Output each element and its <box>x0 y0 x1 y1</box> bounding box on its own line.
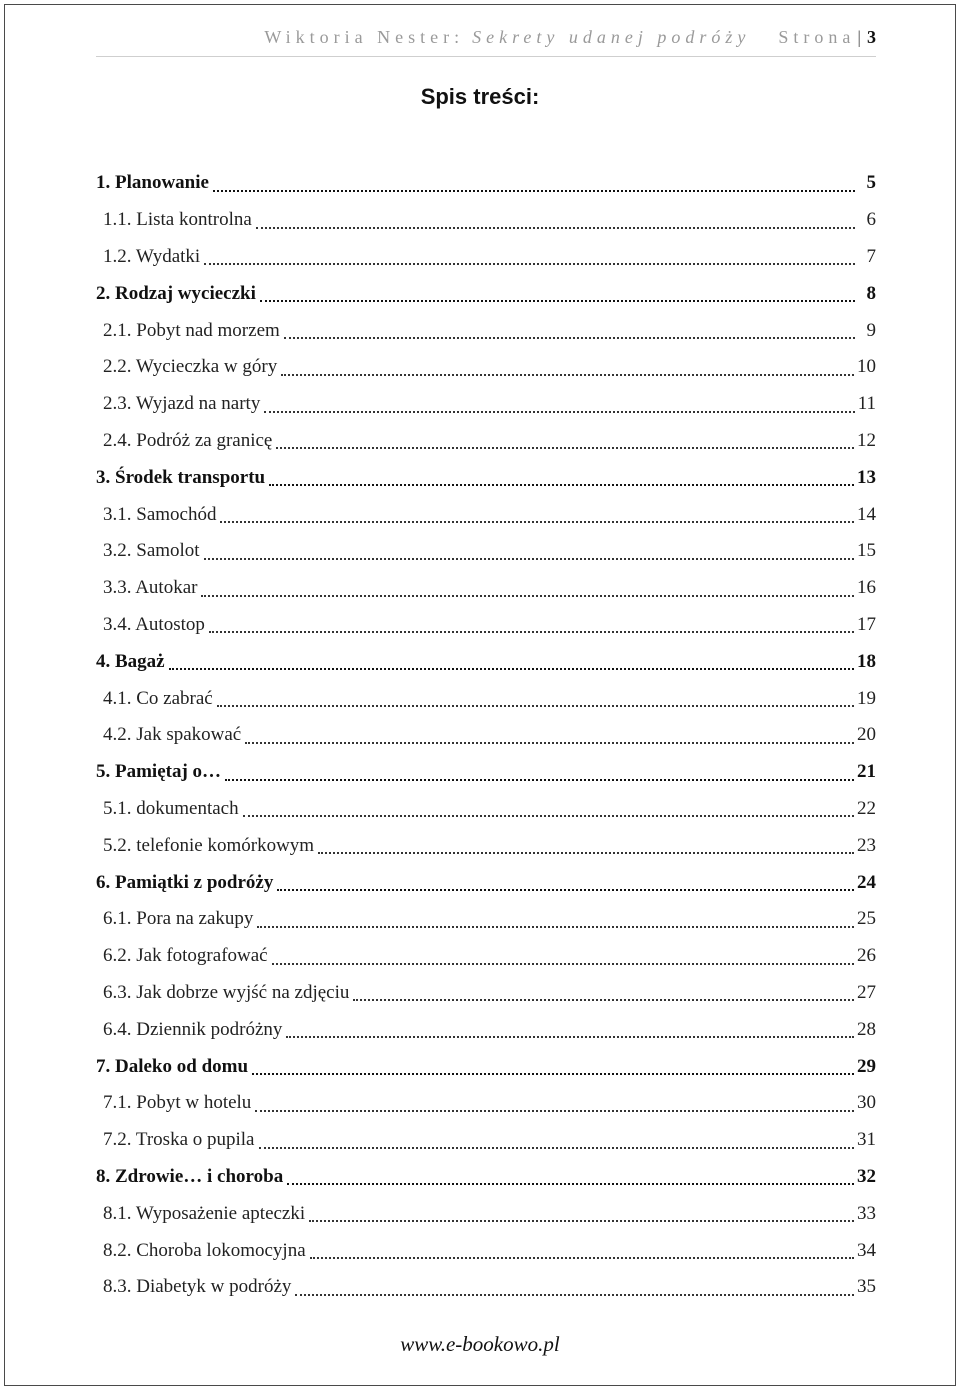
dot-leader <box>287 1183 854 1185</box>
dot-leader <box>257 926 854 928</box>
toc-entry-page-number: 5 <box>866 172 876 194</box>
toc-section-entry[interactable] <box>96 680 876 717</box>
toc-entry-label: 5.2. telefonie komórkowym <box>103 834 315 856</box>
toc-section-entry[interactable] <box>96 239 876 276</box>
toc-entry-label: 2.4. Podróż za granicę <box>103 429 273 451</box>
toc-chapter-entry[interactable] <box>96 275 876 312</box>
toc-entry-page-number: 23 <box>857 834 876 856</box>
dot-leader <box>318 852 854 854</box>
toc-section-entry[interactable] <box>96 1269 876 1306</box>
toc-chapter-entry[interactable] <box>96 1048 876 1085</box>
toc-entry-page-number: 6 <box>866 209 876 231</box>
toc-entry-page-number: 34 <box>857 1239 876 1261</box>
toc-entry-label: 4.2. Jak spakować <box>103 724 242 746</box>
header-book-title: Sekrety udanej podróży <box>472 26 751 47</box>
toc-section-entry[interactable] <box>96 1085 876 1122</box>
toc-entry-page-number: 14 <box>857 503 876 525</box>
dot-leader <box>252 1073 854 1075</box>
dot-leader <box>259 1147 855 1149</box>
toc-section-entry[interactable] <box>96 717 876 754</box>
toc-entry-label: 3.4. Autostop <box>103 613 205 635</box>
toc-section-entry[interactable] <box>96 901 876 938</box>
toc-section-entry[interactable] <box>96 975 876 1012</box>
toc-entry-page-number: 12 <box>857 429 876 451</box>
toc-entry-label: 4. Bagaż <box>96 650 165 672</box>
dot-leader <box>204 263 855 265</box>
toc-entry-label: 5. Pamiętaj o… <box>96 761 222 783</box>
toc-entry-page-number: 27 <box>857 981 876 1003</box>
running-header <box>96 18 876 57</box>
toc-section-entry[interactable] <box>96 827 876 864</box>
toc-chapter-entry[interactable] <box>96 459 876 496</box>
toc-section-entry[interactable] <box>96 496 876 533</box>
dot-leader <box>276 447 854 449</box>
toc-section-entry[interactable] <box>96 607 876 644</box>
toc-chapter-entry[interactable] <box>96 754 876 791</box>
toc-entry-page-number: 21 <box>857 761 876 783</box>
dot-leader <box>264 411 854 413</box>
toc-entry-page-number: 15 <box>857 540 876 562</box>
toc-entry-label: 2. Rodzaj wycieczki <box>96 282 256 304</box>
toc-entry-page-number: 16 <box>857 577 876 599</box>
header-author: Wiktoria Nester: <box>264 26 465 47</box>
toc-section-entry[interactable] <box>96 1195 876 1232</box>
toc-chapter-entry[interactable] <box>96 1159 876 1196</box>
toc-entry-label: 7.1. Pobyt w hotelu <box>103 1092 252 1114</box>
toc-section-entry[interactable] <box>96 423 876 460</box>
toc-section-entry[interactable] <box>96 1011 876 1048</box>
dot-leader <box>260 300 855 302</box>
toc-entry-label: 8.3. Diabetyk w podróży <box>103 1276 292 1298</box>
toc-entry-label: 1. Planowanie <box>96 172 209 194</box>
header-page-label: Strona <box>778 26 856 47</box>
toc-entry-page-number: 25 <box>857 908 876 930</box>
toc-entry-label: 8.2. Choroba lokomocyjna <box>103 1239 306 1261</box>
toc-entry-label: 8. Zdrowie… i choroba <box>96 1165 284 1187</box>
toc-entry-label: 6.3. Jak dobrze wyjść na zdjęciu <box>103 981 350 1003</box>
dot-leader <box>286 1036 854 1038</box>
toc-entry-label: 3.2. Samolot <box>103 540 200 562</box>
dot-leader <box>213 190 855 192</box>
footer-url[interactable]: www.e-bookowo.pl <box>400 1332 560 1356</box>
toc-entry-page-number: 32 <box>857 1165 876 1187</box>
toc-section-entry[interactable] <box>96 1122 876 1159</box>
toc-entry-page-number: 24 <box>857 871 876 893</box>
toc-section-entry[interactable] <box>96 791 876 828</box>
toc-entry-label: 3. Środek transportu <box>96 466 266 488</box>
dot-leader <box>220 521 854 523</box>
toc-entry-label: 2.2. Wycieczka w góry <box>103 356 278 378</box>
toc-section-entry[interactable] <box>96 533 876 570</box>
table-of-contents <box>96 165 876 1306</box>
toc-section-entry[interactable] <box>96 312 876 349</box>
dot-leader <box>209 631 854 633</box>
dot-leader <box>245 742 854 744</box>
dot-leader <box>309 1220 854 1222</box>
dot-leader <box>277 889 854 891</box>
toc-entry-page-number: 13 <box>857 466 876 488</box>
toc-entry-label: 1.1. Lista kontrolna <box>103 209 252 231</box>
toc-entry-page-number: 8 <box>866 282 876 304</box>
toc-title: Spis treści: <box>420 84 540 109</box>
toc-entry-page-number: 9 <box>866 319 876 341</box>
header-page-number: 3 <box>867 26 876 47</box>
dot-leader <box>272 963 854 965</box>
toc-entry-page-number: 20 <box>857 724 876 746</box>
toc-entry-page-number: 10 <box>857 356 876 378</box>
toc-section-entry[interactable] <box>96 1232 876 1269</box>
dot-leader <box>353 999 854 1001</box>
toc-section-entry[interactable] <box>96 938 876 975</box>
toc-entry-label: 6.2. Jak fotografować <box>103 945 268 967</box>
toc-entry-page-number: 22 <box>857 797 876 819</box>
toc-entry-label: 3.3. Autokar <box>103 577 198 599</box>
toc-entry-label: 2.1. Pobyt nad morzem <box>103 319 280 341</box>
toc-entry-page-number: 11 <box>857 393 876 415</box>
toc-entry-page-number: 33 <box>857 1202 876 1224</box>
dot-leader <box>284 337 855 339</box>
toc-section-entry[interactable] <box>96 570 876 607</box>
toc-entry-page-number: 28 <box>857 1018 876 1040</box>
toc-entry-label: 6. Pamiątki z podróży <box>96 871 274 893</box>
dot-leader <box>256 227 855 229</box>
toc-entry-label: 6.4. Dziennik podróżny <box>103 1018 283 1040</box>
toc-entry-page-number: 7 <box>866 245 876 267</box>
dot-leader <box>255 1110 854 1112</box>
dot-leader <box>169 668 854 670</box>
toc-entry-page-number: 19 <box>857 687 876 709</box>
toc-entry-page-number: 18 <box>857 650 876 672</box>
toc-section-entry[interactable] <box>96 349 876 386</box>
toc-entry-page-number: 35 <box>857 1276 876 1298</box>
toc-section-entry[interactable] <box>96 386 876 423</box>
dot-leader <box>243 815 854 817</box>
toc-entry-label: 1.2. Wydatki <box>103 245 201 267</box>
toc-entry-label: 2.3. Wyjazd na narty <box>103 393 261 415</box>
toc-entry-page-number: 31 <box>857 1129 876 1151</box>
dot-leader <box>269 484 854 486</box>
toc-chapter-entry[interactable] <box>96 643 876 680</box>
toc-chapter-entry[interactable] <box>96 864 876 901</box>
toc-chapter-entry[interactable] <box>96 165 876 202</box>
toc-entry-label: 7.2. Troska o pupila <box>103 1129 255 1151</box>
toc-entry-page-number: 17 <box>857 613 876 635</box>
dot-leader <box>204 558 854 560</box>
dot-leader <box>281 374 854 376</box>
toc-entry-page-number: 26 <box>857 945 876 967</box>
toc-entry-label: 8.1. Wyposażenie apteczki <box>103 1202 306 1224</box>
toc-entry-label: 4.1. Co zabrać <box>103 687 213 709</box>
toc-entry-label: 5.1. dokumentach <box>103 797 239 819</box>
toc-entry-page-number: 30 <box>857 1092 876 1114</box>
toc-entry-label: 3.1. Samochód <box>103 503 217 525</box>
header-separator: | <box>857 26 861 47</box>
dot-leader <box>217 705 854 707</box>
dot-leader <box>225 779 854 781</box>
toc-entry-page-number: 29 <box>857 1055 876 1077</box>
dot-leader <box>310 1257 854 1259</box>
dot-leader <box>201 595 854 597</box>
toc-section-entry[interactable] <box>96 202 876 239</box>
toc-entry-label: 6.1. Pora na zakupy <box>103 908 254 930</box>
toc-entry-label: 7. Daleko od domu <box>96 1055 249 1077</box>
dot-leader <box>295 1294 854 1296</box>
